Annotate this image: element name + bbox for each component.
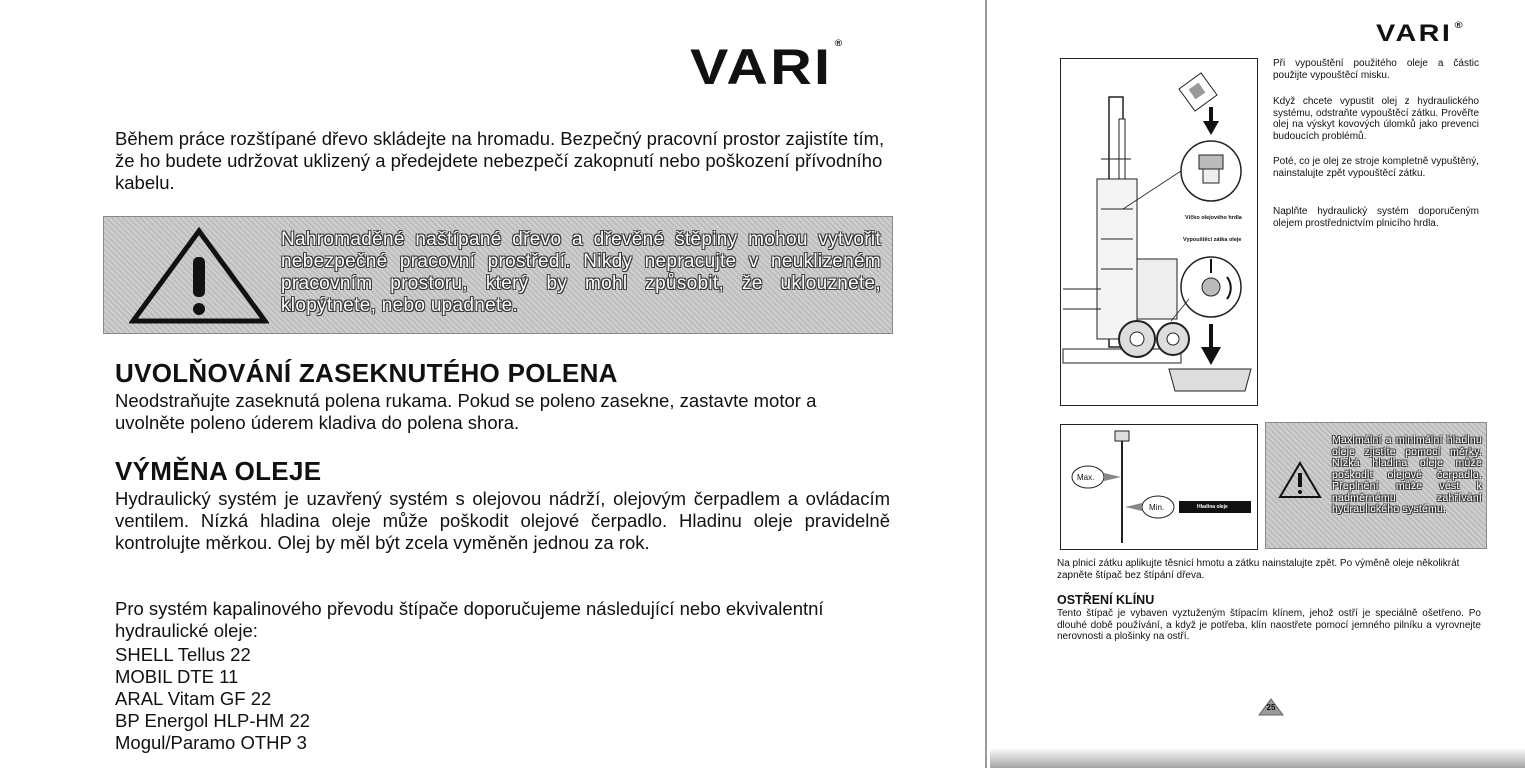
dipstick-illustration [1061,425,1257,549]
registered-mark: ® [834,38,845,48]
logo-text: VARI [690,39,833,95]
recommend-paragraph: Pro systém kapalinového převodu štípače doporučujeme následující nebo ekvivalentní hydraulické oleje: [115,598,824,641]
scan-shadow [990,748,1525,768]
vari-logo [690,38,845,96]
fig-caption-filler-cap: Víčko olejového hrdla [1185,215,1242,221]
warning-text-small: Maximální a minimální hladinu oleje zjistíte pomocí měrky. Nízká hladina oleje může poškodit olejové čerpadlo. Přeplnění může vést k nadměrnému zahřívání hydraulického systému. [1332,434,1482,515]
warning-box-small [1265,422,1487,549]
list-item: SHELL Tellus 22 [115,644,251,665]
section-title-wedge: OSTŘENÍ KLÍNU [1057,593,1155,607]
intro-paragraph: Během práce rozštípané dřevo skládejte na hromadu. Bezpečný pracovní prostor zajistíte tím, že ho budete udržovat uklizený a předejdete nebezpečí zakopnutí nebo poškození přívodního kabelu. [115,128,885,193]
list-item: MOBIL DTE 11 [115,666,239,687]
section-text-oil-change: Hydraulický systém je uzavřený systém s olejovou nádrží, olejovým čerpadlem a ovládacím ventilem. Nízká hladina oleje může poškodit olejové čerpadlo. Hladinu oleje pravidelně kontrolujte měrkou. Olej by měl být zcela vyměněn jednou za rok. [115,488,890,553]
oil-list [115,644,310,754]
fig-caption-drain-plug: Vypouštěcí zátka oleje [1183,237,1242,243]
dipstick-max-label: Max. [1077,473,1095,482]
list-item: BP Energol HLP-HM 22 [115,710,311,731]
dipstick-min-label: Min. [1149,503,1165,512]
page-gutter [985,0,987,768]
dipstick-figure [1060,424,1258,550]
list-item: Mogul/Paramo OTHP 3 [115,732,307,753]
warning-triangle-icon [1278,461,1322,499]
oil-note: Na plnicí zátku aplikujte těsnicí hmotu a zátku nainstalujte zpět. Po výměně oleje několikrát zapněte štípač bez štípání dřeva. [1057,558,1460,581]
drain-paragraph-3: Poté, co je olej ze stroje kompletně vypuštěný, nainstalujte zpět vypouštěcí zátku. [1273,156,1479,179]
page-number-text: 25 [1266,703,1276,712]
page-number [1258,698,1284,716]
warning-text: Nahromaděné naštípané dřevo a dřevěné štěpiny mohou vytvořit nebezpečné pracovní prostředí. Nikdy nepracujte v neuklizeném pracovním prostoru, který by mohl způsobit, že uklouznete, klopýtnete, nebo upadnete. [281,229,881,316]
section-text-wedge: Tento štípač je vybaven vyztuženým štípacím klínem, jehož ostří je speciálně ošetřeno. Po dlouhé době používání, a když je potřeba, klín naostřete pomocí jemného pilníku a vyrovnejte nerovnosti a plošinky na ostří. [1057,608,1481,642]
section-text-jammed-log: Neodstraňujte zaseknutá polena rukama. Pokud se poleno zasekne, zastavte motor a uvolněte poleno úderem kladiva do polena shora. [115,390,817,433]
logo-text: VARI [1376,20,1453,47]
oil-level-label: Hladina oleje [1197,504,1228,510]
warning-triangle-icon [129,227,269,325]
drain-paragraph-1: Při vypouštění použitého oleje a částic použijte vypouštěcí misku. [1273,58,1479,81]
log-splitter-drain-figure [1060,58,1258,406]
drain-paragraph-4: Naplňte hydraulický systém doporučeným olejem prostřednictvím plnicího hrdla. [1273,206,1479,229]
warning-box [103,216,893,334]
registered-mark: ® [1454,20,1466,30]
drain-paragraph-2: Když chcete vypustit olej z hydraulického systému, odstraňte vypouštěcí zátku. Prověřte olej na výskyt kovových úlomků jako prevenci budoucích problémů. [1273,96,1479,142]
vari-logo-small [1376,20,1465,48]
section-title-jammed-log: UVOLŇOVÁNÍ ZASEKNUTÉHO POLENA [115,358,618,388]
section-title-oil-change: VÝMĚNA OLEJE [115,456,322,486]
log-splitter-illustration [1061,59,1257,405]
list-item: ARAL Vitam GF 22 [115,688,272,709]
